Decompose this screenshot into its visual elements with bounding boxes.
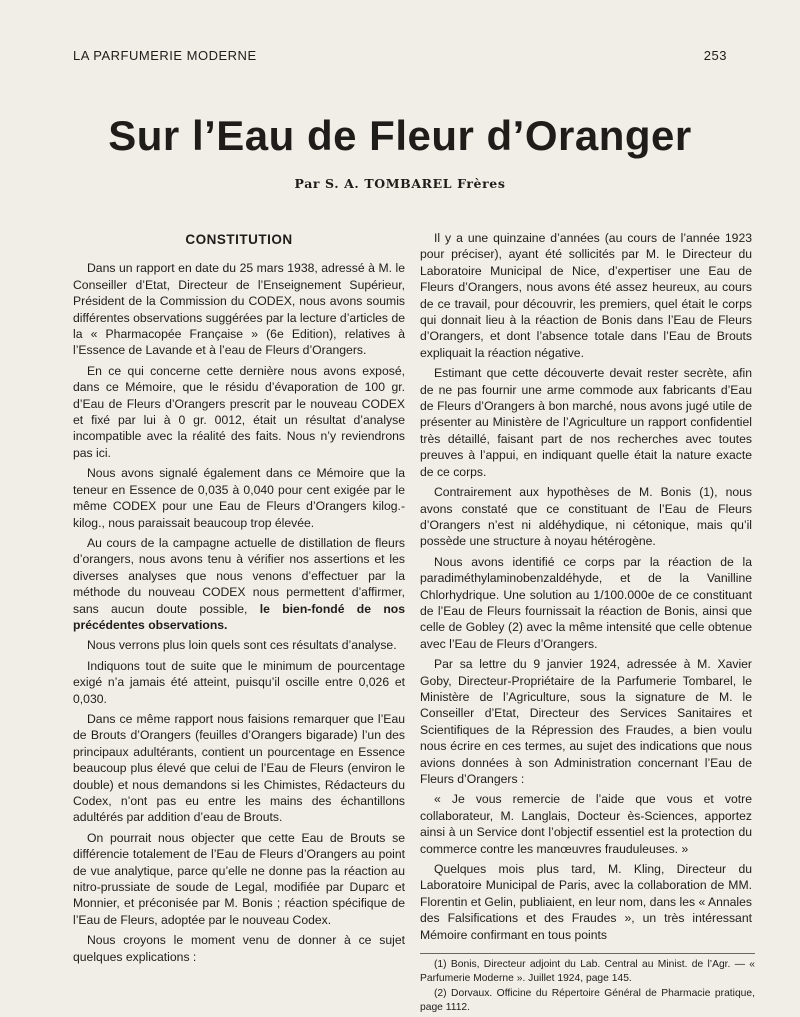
- bold-phrase: le bien-fondé de nos précédentes observations.: [73, 601, 405, 632]
- paragraph: Indiquons tout de suite que le minimum de pourcentage exigé n’a jamais été atteint, puisqu’il oscille entre 0,026 et 0,030.: [73, 658, 405, 706]
- paragraph: Nous verrons plus loin quels sont ces résultats d’analyse.: [87, 638, 397, 653]
- paragraph: Nous croyons le moment venu de donner à ce sujet quelques explications :: [73, 933, 405, 964]
- page-number: 253: [703, 48, 727, 63]
- section-heading: CONSTITUTION: [185, 232, 293, 247]
- paragraph: Nous avons signalé également dans ce Mémoire que la teneur en Essence de 0,035 à 0,040 pour cent exigée par le même CODEX pour une Eau de Fleurs d’Orangers kilog.-kilog., nous paraissait beaucoup trop élevée.: [73, 466, 405, 530]
- paragraph: Contrairement aux hypothèses de M. Bonis (1), nous avons constaté que ce constituant de l’Eau de Fleurs d’Orangers n’est ni aldéhydique, ni cétonique, mais qu’il possède une structure à noyau hétérogène.: [420, 485, 752, 549]
- running-header: [73, 48, 727, 63]
- footnotes: [420, 953, 755, 1014]
- article-byline: Par S. A. TOMBAREL Frères: [294, 176, 506, 191]
- paragraph: En ce qui concerne cette dernière nous avons exposé, dans ce Mémoire, que le résidu d’évaporation de 100 gr. d’Eau de Fleurs d’Orangers prescrit par le nouveau CODEX et fixé par lui à 0 gr. 0012, était un résultat d’analyse incompatible avec la réalité des faits. Nous n’y reviendrons pas ici.: [73, 363, 405, 460]
- left-column: [73, 230, 405, 969]
- paragraph: On pourrait nous objecter que cette Eau de Brouts se différencie totalement de l’Eau de Fleurs d’Orangers au point de vue analytique, parce qu’elle ne donne pas la réaction au nitro-prussiate de soude de Legal, modifiée par Duparc et Monnier, et préconisée par M. Bonis ; réaction spécifique de l’Eau de Fleurs, adoptée par le nouveau Codex.: [73, 830, 405, 927]
- paragraph-text: Au cours de la campagne actuelle de distillation de fleurs d’orangers, nous avons tenu à vérifier nos assertions et les diverses analyses que nous venons d’effectuer par la méthode du nouveau CODEX nous permettent d’affirmer, sans aucun doute possible,: [73, 535, 405, 616]
- paragraph: Il y a une quinzaine d’années (au cours de l’année 1923 pour préciser), ayant été sollicités par M. le Directeur du Laboratoire Municipal de Nice, d’expertiser une Eau de Fleurs d’Orangers, nous avons été assez heureux, au cours de ce travail, pour découvrir, les premiers, quel était le corps qui donnait lieu à la réaction de Bonis dans l’Eau de Fleurs d’Orangers, et dont l’absence totale dans l’Eau de Brouts expliquait la réaction négative.: [420, 231, 752, 360]
- paragraph: Par sa lettre du 9 janvier 1924, adressée à M. Xavier Goby, Directeur-Propriétaire de la Parfumerie Tombarel, le Ministère de l’Agriculture, sous la signature de M. le Conseiller d’Etat, Directeur des Services Sanitaires et Scientifiques de la Répression des Fraudes, a bien voulu nous écrire en ces termes, au sujet des indications que nous avions données à son Administration concernant l’Eau de Fleurs d’Orangers :: [420, 657, 752, 786]
- paragraph: [73, 535, 405, 633]
- footnote: (2) Dorvaux. Officine du Répertoire Général de Pharmacie pratique, page 1112.: [420, 988, 755, 1013]
- journal-name: LA PARFUMERIE MODERNE: [73, 48, 257, 63]
- paragraph: Estimant que cette découverte devait rester secrète, afin de ne pas fournir une arme commode aux fabricants d’Eau de Fleurs d’Orangers à bon marché, nous avons jugé utile de présenter au Ministère de l’Agriculture un rapport confidentiel très détaillé, faisant part de nos recherches avec toutes preuves à l’appui, en indiquant quelle était la nature exacte de ce corps.: [420, 366, 752, 479]
- paragraph: Dans ce même rapport nous faisions remarquer que l’Eau de Brouts d’Orangers (feuilles d’Orangers bigarade) l’un des principaux adultérants, contient un pourcentage en Essence beaucoup plus élevé que celui de l’Eau de Fleurs (environ le double) et nous demandons si les Chimistes, Rédacteurs du Codex, n’ont pas eu entre les mains des échantillons adultérés par addition d’eau de Brouts.: [73, 711, 405, 825]
- article-title: Sur l’Eau de Fleur d’Oranger: [108, 112, 692, 159]
- paragraph: Quelques mois plus tard, M. Kling, Directeur du Laboratoire Municipal de Paris, avec la collaboration de MM. Florentin et Gelin, publiaient, en leur nom, dans les « Annales des Falsifications et des Fraudes », un très intéressant Mémoire confirmant en tous points: [420, 862, 752, 942]
- footnote: (1) Bonis, Directeur adjoint du Lab. Central au Minist. de l’Agr. — « Parfumerie Moderne ». Juillet 1924, page 145.: [420, 959, 755, 984]
- quotation: « Je vous remercie de l’aide que vous et votre collaborateur, M. Langlais, Docteur ès-Sciences, apportez ainsi à un Service dont l’objectif essentiel est la protection du commerce contre les manœuvres frauduleuses. »: [420, 792, 752, 856]
- right-column: [420, 230, 755, 1016]
- paragraph: Dans un rapport en date du 25 mars 1938, adressé à M. le Conseiller d’Etat, Directeur de l’Enseignement Supérieur, Président de la Commission du CODEX, nous avons soumis différentes observations suggérées par la lecture d’articles de la « Pharmacopée Française » (6e Edition), relatives à l’Essence de Lavande et à l’eau de Fleurs d’Orangers.: [73, 261, 405, 358]
- paragraph: Nous avons identifié ce corps par la réaction de la paradiméthylaminobenzaldéhyde, et de la Vanilline Chlorhydrique. Une solution au 1/100.000e de ce constituant de l’Eau de Fleurs fournissait la réaction de Bonis, ainsi que celle de Gobley (2) avec la même intensité que celle obtenue avec l’Eau de Fleurs d’Orangers.: [420, 554, 752, 651]
